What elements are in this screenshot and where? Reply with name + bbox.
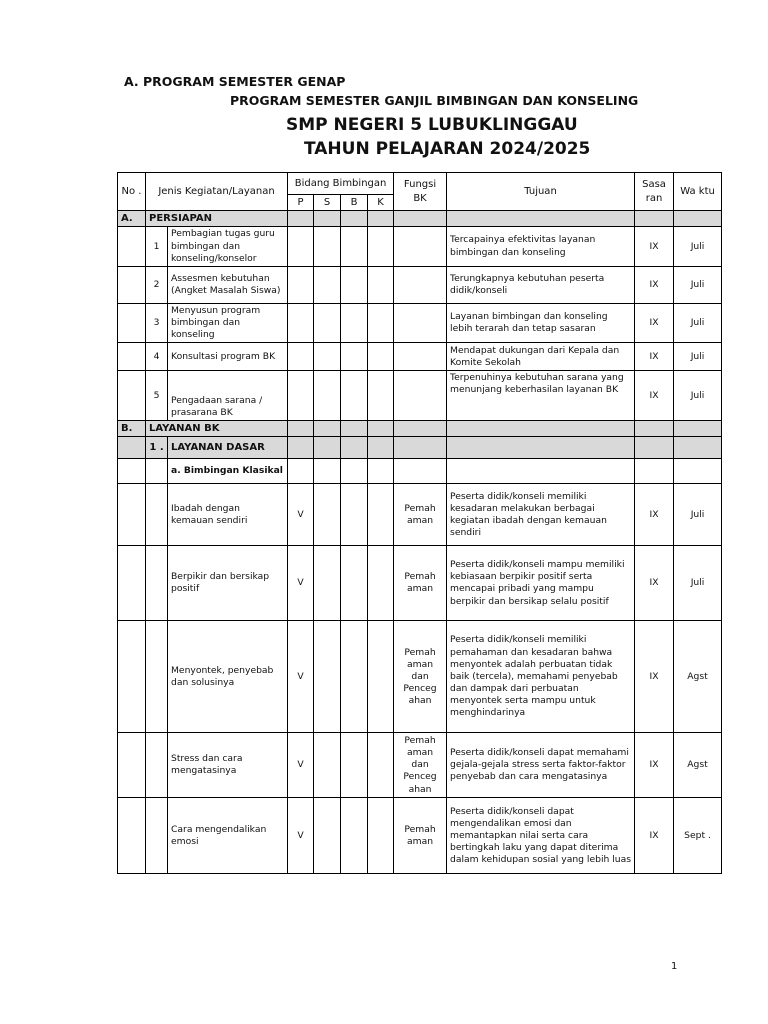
row-jenis: Berpikir dan bersikap positif xyxy=(168,546,288,621)
table-row xyxy=(118,798,722,874)
row-waktu: Juli xyxy=(674,303,722,342)
header-line1: A. PROGRAM SEMESTER GENAP xyxy=(124,74,346,89)
row-jenis: Konsultasi program BK xyxy=(168,343,288,371)
row-no: 4 xyxy=(146,343,168,371)
row-fungsi: Pemah aman dan Penceg ahan xyxy=(394,733,447,798)
row-bidang-p: V xyxy=(288,546,314,621)
row-no: 5 xyxy=(146,371,168,421)
row-tujuan: Terungkapnya kebutuhan peserta didik/konseli xyxy=(447,266,635,303)
subsection-a-label: a. Bimbingan Klasikal xyxy=(168,459,288,484)
row-fungsi: Pemah aman xyxy=(394,798,447,874)
row-waktu: Agst xyxy=(674,621,722,733)
row-no: 3 xyxy=(146,303,168,342)
table-row xyxy=(118,621,722,733)
row-fungsi: Pemah aman dan Penceg ahan xyxy=(394,621,447,733)
row-tujuan: Peserta didik/konseli memiliki pemahaman dan kesadaran bahwa menyontek adalah perbuatan tidak baik (tercela), memahami penyebab dan dampak dari perbuatan menyontek serta mampu untuk menghindarinya xyxy=(447,621,635,733)
col-jenis-header: Jenis Kegiatan/Layanan xyxy=(146,173,288,211)
subsection-label: LAYANAN DASAR xyxy=(168,437,288,459)
section-b-no: B. xyxy=(118,421,146,437)
row-fungsi: Pemah aman xyxy=(394,546,447,621)
row-waktu: Sept . xyxy=(674,798,722,874)
section-a-row xyxy=(118,211,722,227)
row-jenis: Pembagian tugas guru bimbingan dan konseling/konselor xyxy=(168,227,288,266)
row-sasaran: IX xyxy=(635,303,674,342)
col-waktu-header: Wa ktu xyxy=(674,173,722,211)
row-no: 1 xyxy=(146,227,168,266)
page-number: 1 xyxy=(671,961,678,972)
row-sasaran: IX xyxy=(635,266,674,303)
row-waktu: Juli xyxy=(674,343,722,371)
program-table xyxy=(117,172,722,874)
col-sasaran-header: Sasa ran xyxy=(635,173,674,211)
col-no-header: No . xyxy=(118,173,146,211)
row-tujuan: Layanan bimbingan dan konseling lebih terarah dan tetap sasaran xyxy=(447,303,635,342)
row-sasaran: IX xyxy=(635,546,674,621)
row-bidang-p: V xyxy=(288,733,314,798)
table-row xyxy=(118,371,722,421)
table-row xyxy=(118,227,722,266)
row-waktu: Juli xyxy=(674,484,722,546)
row-waktu: Juli xyxy=(674,371,722,421)
row-fungsi: Pemah aman xyxy=(394,484,447,546)
col-k-header: K xyxy=(368,195,394,211)
row-tujuan: Terpenuhinya kebutuhan sarana yang menunjang keberhasilan layanan BK xyxy=(447,371,635,421)
subsection-row xyxy=(118,437,722,459)
row-waktu: Juli xyxy=(674,546,722,621)
col-bidang-header: Bidang Bimbingan xyxy=(288,173,394,195)
section-b-row xyxy=(118,421,722,437)
school-name: SMP NEGERI 5 LUBUKLINGGAU xyxy=(286,115,578,135)
table-row xyxy=(118,266,722,303)
row-sasaran: IX xyxy=(635,621,674,733)
table-row xyxy=(118,733,722,798)
row-tujuan: Peserta didik/konseli dapat memahami gejala-gejala stress serta faktor-faktor penyebab dan cara mengatasinya xyxy=(447,733,635,798)
row-bidang-p: V xyxy=(288,484,314,546)
col-p-header: P xyxy=(288,195,314,211)
row-jenis: Stress dan cara mengatasinya xyxy=(168,733,288,798)
table-row xyxy=(118,303,722,342)
table-row xyxy=(118,546,722,621)
school-year: TAHUN PELAJARAN 2024/2025 xyxy=(304,139,591,159)
section-a-no: A. xyxy=(118,211,146,227)
row-sasaran: IX xyxy=(635,484,674,546)
row-no: 2 xyxy=(146,266,168,303)
col-b-header: B xyxy=(341,195,368,211)
row-jenis: Ibadah dengan kemauan sendiri xyxy=(168,484,288,546)
row-sasaran: IX xyxy=(635,343,674,371)
row-tujuan: Peserta didik/konseli memiliki kesadaran melakukan berbagai kegiatan ibadah dengan kemauan sendiri xyxy=(447,484,635,546)
row-tujuan: Tercapainya efektivitas layanan bimbingan dan konseling xyxy=(447,227,635,266)
col-tujuan-header: Tujuan xyxy=(447,173,635,211)
subsection-no: 1 . xyxy=(146,437,168,459)
table-row xyxy=(118,484,722,546)
row-tujuan: Peserta didik/konseli mampu memiliki kebiasaan berpikir positif serta mencapai pribadi yang mampu berpikir dan bersikap selalu positif xyxy=(447,546,635,621)
row-bidang-p: V xyxy=(288,621,314,733)
row-waktu: Juli xyxy=(674,227,722,266)
section-a-label: PERSIAPAN xyxy=(146,211,288,227)
row-waktu: Agst xyxy=(674,733,722,798)
row-jenis: Menyontek, penyebab dan solusinya xyxy=(168,621,288,733)
row-tujuan: Mendapat dukungan dari Kepala dan Komite Sekolah xyxy=(447,343,635,371)
row-bidang-p: V xyxy=(288,798,314,874)
row-tujuan: Peserta didik/konseli dapat mengendalikan emosi dan memantapkan nilai serta cara bertingkah laku yang dapat diterima dalam kehidupan sosial yang lebih luas xyxy=(447,798,635,874)
section-b-label: LAYANAN BK xyxy=(146,421,288,437)
row-sasaran: IX xyxy=(635,371,674,421)
row-jenis: Cara mengendalikan emosi xyxy=(168,798,288,874)
col-s-header: S xyxy=(314,195,341,211)
row-sasaran: IX xyxy=(635,227,674,266)
row-jenis: Menyusun program bimbingan dan konseling xyxy=(168,303,288,342)
row-sasaran: IX xyxy=(635,733,674,798)
subsection-a-row xyxy=(118,459,722,484)
row-jenis: Assesmen kebutuhan (Angket Masalah Siswa) xyxy=(168,266,288,303)
row-sasaran: IX xyxy=(635,798,674,874)
row-waktu: Juli xyxy=(674,266,722,303)
col-fungsi-header: Fungsi BK xyxy=(394,173,447,211)
table-row xyxy=(118,343,722,371)
row-jenis: Pengadaan sarana / prasarana BK xyxy=(168,371,288,421)
header-line2: PROGRAM SEMESTER GANJIL BIMBINGAN DAN KONSELING xyxy=(230,93,639,108)
